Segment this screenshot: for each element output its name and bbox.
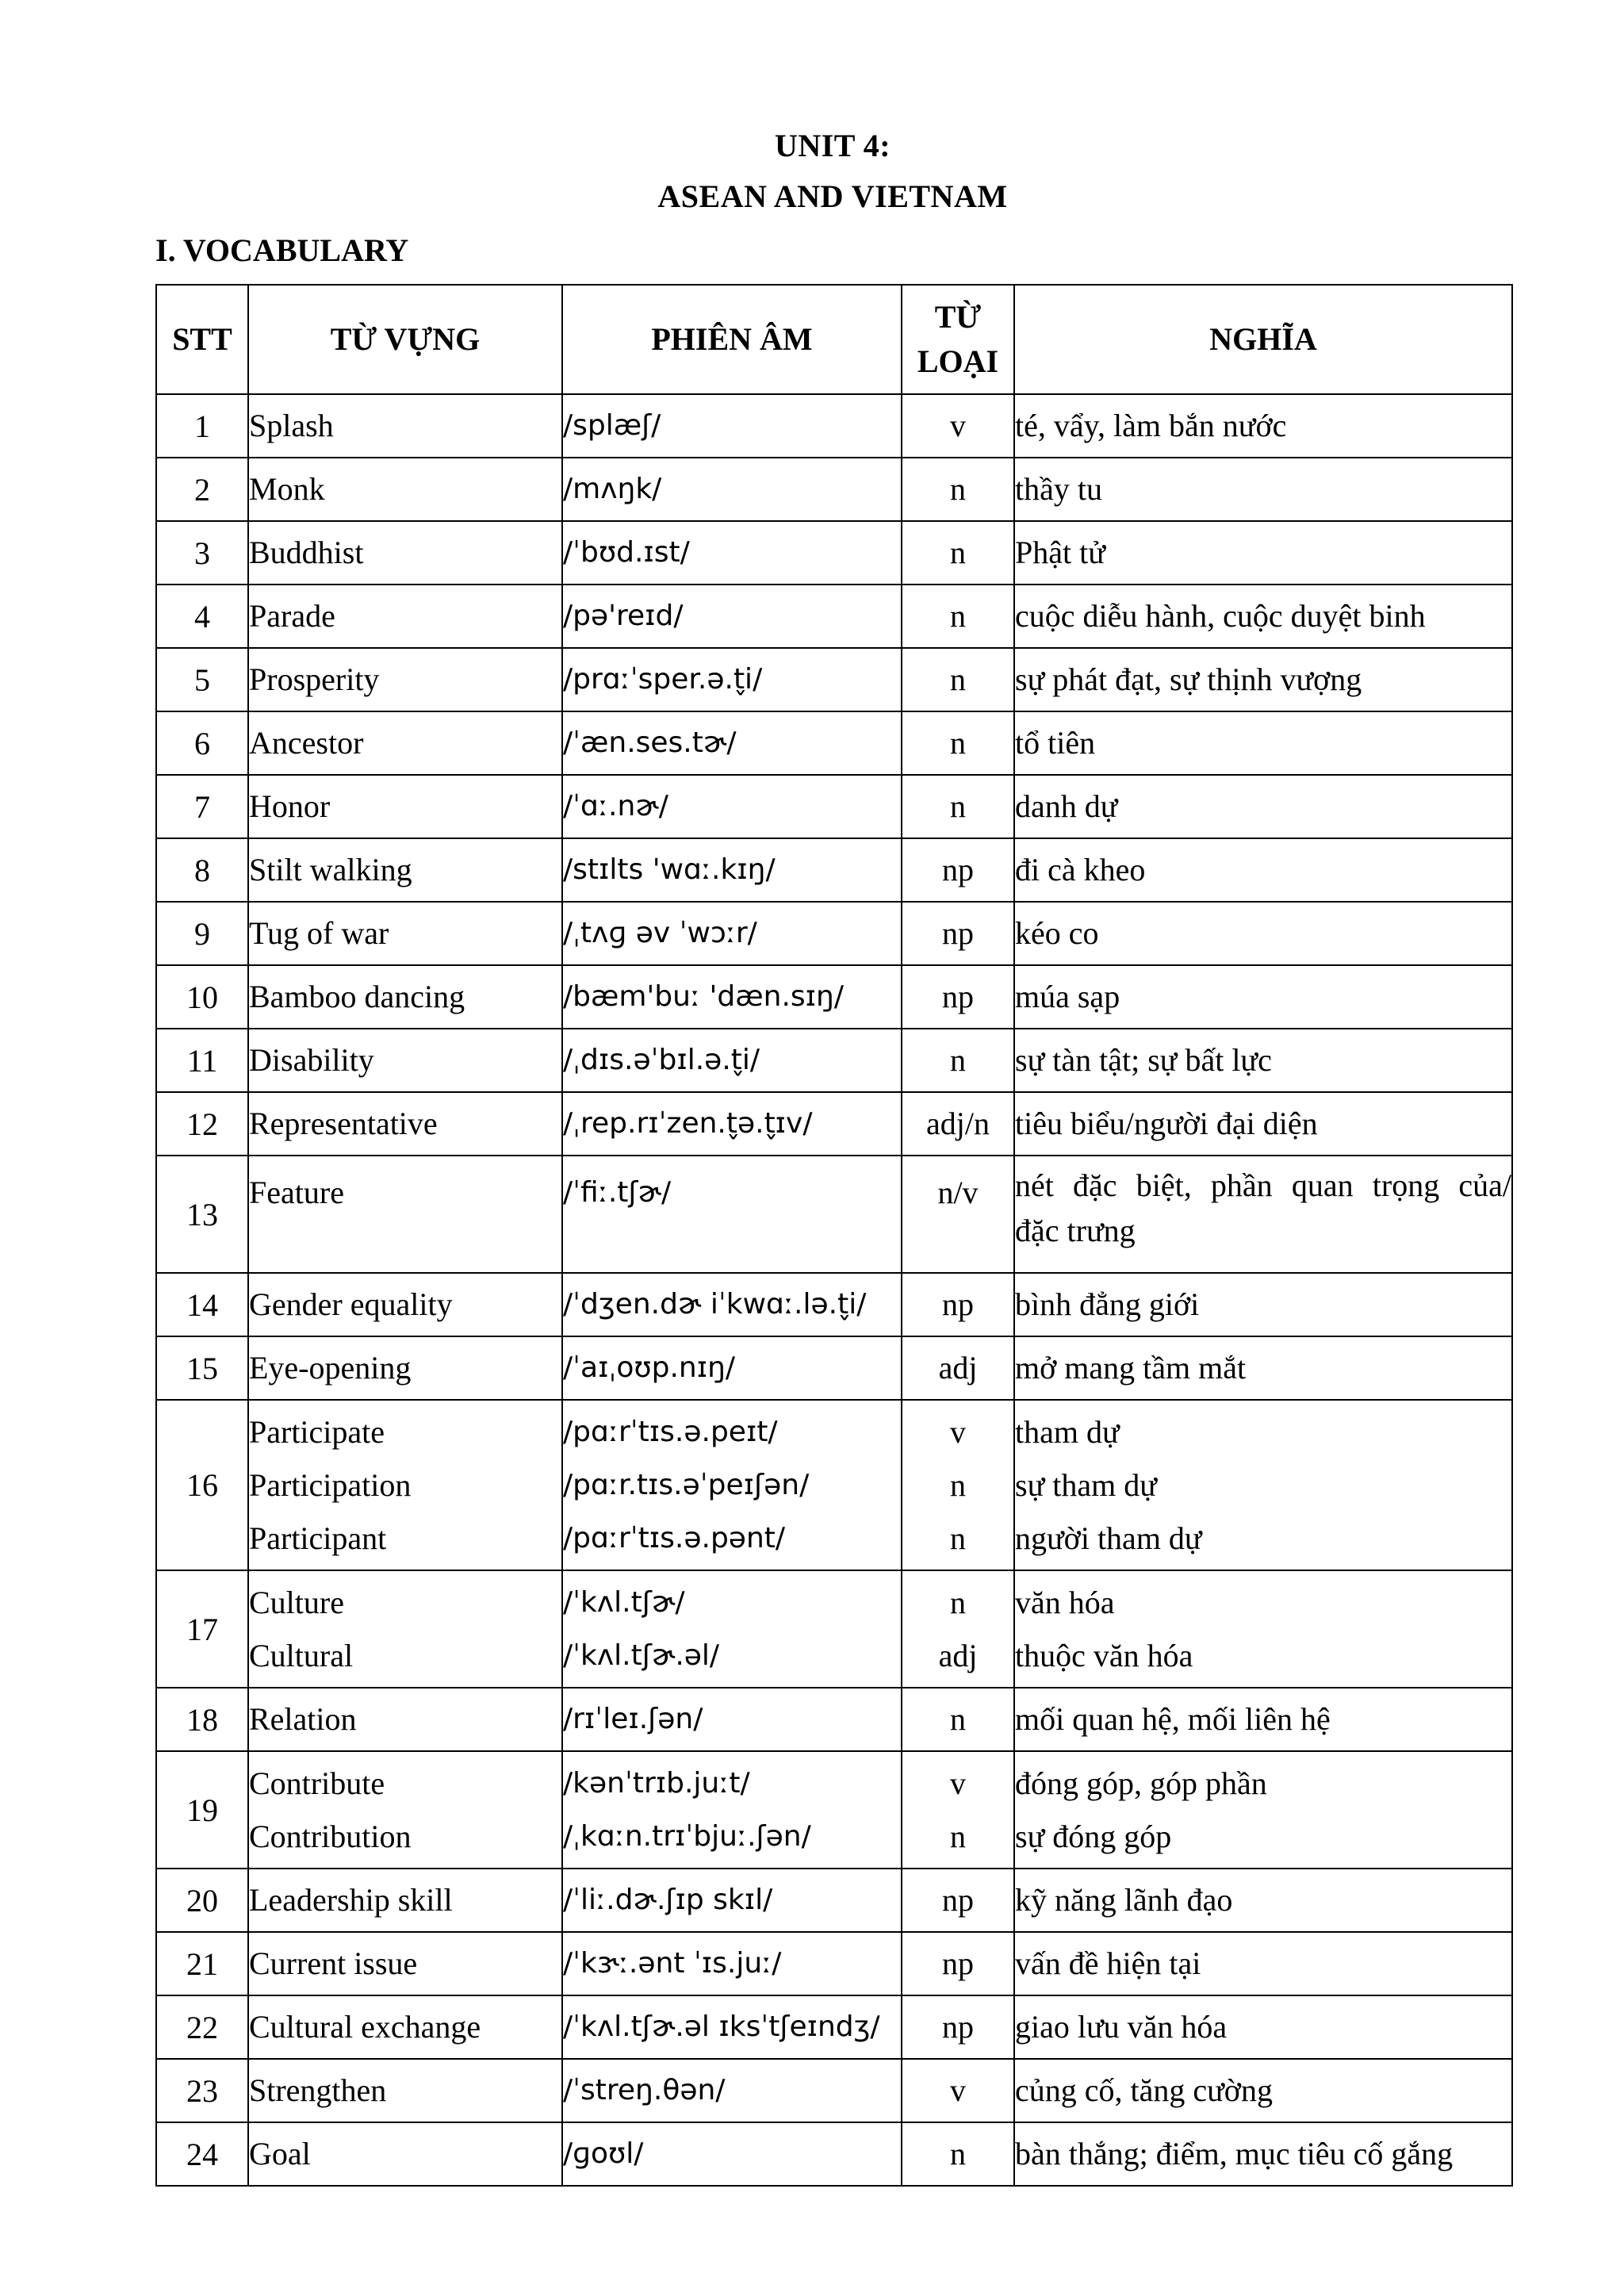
phonetic-transcription-cell [562,585,902,648]
meaning-cell [1014,585,1512,648]
phonetic-transcription: /mʌŋk/ [563,473,662,505]
part-of-speech-cell [902,458,1014,521]
meaning: đóng góp, góp phần [1015,1765,1267,1801]
header-pos-line2: LOẠI [917,343,999,379]
part-of-speech-cell [902,965,1014,1029]
phonetic-transcription: /ˈkʌl.tʃɚ/ [563,1586,685,1619]
vocab-word-cell [248,1751,562,1869]
part-of-speech: n [950,1042,966,1078]
meaning: kỹ năng lãnh đạo [1015,1882,1233,1918]
meaning: giao lưu văn hóa [1015,2009,1228,2045]
meaning-cell [1014,1156,1512,1273]
vocabulary-table-body [156,394,1512,2186]
vocab-word: Splash [249,408,334,443]
row-number: 6 [156,711,248,775]
table-row [156,585,1512,648]
phonetic-transcription: /pə'reɪd/ [563,600,684,632]
vocab-word: Tug of war [249,915,389,951]
vocab-word-cell [248,965,562,1029]
vocab-word: Parade [249,598,335,634]
phonetic-transcription: /kənˈtrɪb.juːt/ [563,1767,750,1800]
part-of-speech: np [942,852,974,887]
part-of-speech-cell [902,521,1014,585]
meaning-cell [1014,648,1512,711]
vocab-word-cell [248,1400,562,1570]
meaning: danh dự [1015,788,1118,824]
vocabulary-table [155,284,1513,2187]
meaning: mở mang tầm mắt [1015,1350,1247,1386]
part-of-speech: n [950,1701,966,1737]
part-of-speech-cell [902,1932,1014,1995]
unit-title: UNIT 4: [774,128,891,163]
table-row [156,521,1512,585]
phonetic-transcription-cell [562,965,902,1029]
meaning: tiêu biểu/người đại diện [1015,1106,1318,1141]
vocab-word: Culture [249,1585,344,1620]
table-row [156,648,1512,711]
part-of-speech-cell [902,1400,1014,1570]
row-number: 20 [156,1869,248,1932]
phonetic-transcription: /ˌrep.rɪˈzen.t̬ə.t̬ɪv/ [563,1107,813,1140]
row-number: 7 [156,775,248,838]
table-row [156,965,1512,1029]
vocab-word-cell [248,1869,562,1932]
part-of-speech: v [950,408,966,443]
vocab-word-cell [248,1273,562,1336]
phonetic-transcription: /ˈstreŋ.θən/ [563,2074,726,2106]
meaning: đặc trưng [1015,1213,1136,1248]
vocab-word-cell [248,1570,562,1688]
phonetic-transcription-cell [562,648,902,711]
row-number: 13 [156,1156,248,1273]
vocab-word-cell [248,838,562,902]
part-of-speech: np [942,979,974,1014]
part-of-speech: n [950,1467,966,1503]
part-of-speech: n [950,661,966,697]
table-header-row [156,285,1512,394]
table-row [156,458,1512,521]
row-number: 11 [156,1029,248,1092]
vocab-word: Gender equality [249,1286,453,1322]
phonetic-transcription-cell [562,775,902,838]
part-of-speech-cell [902,1029,1014,1092]
meaning-cell [1014,1400,1512,1570]
table-row [156,838,1512,902]
phonetic-transcription: /rɪˈleɪ.ʃən/ [563,1703,703,1735]
vocab-word: Buddhist [249,535,364,570]
meaning: Phật tử [1015,535,1105,570]
row-number: 10 [156,965,248,1029]
phonetic-transcription-cell [562,1932,902,1995]
vocab-word: Goal [249,2136,311,2171]
part-of-speech-cell [902,585,1014,648]
row-number: 14 [156,1273,248,1336]
meaning: vấn đề hiện tại [1015,1945,1201,1981]
vocab-word: Honor [249,788,331,824]
vocab-word: Feature [249,1175,344,1210]
vocab-word: Cultural [249,1638,354,1673]
part-of-speech: adj [938,1350,978,1386]
part-of-speech-cell [902,394,1014,458]
row-number: 3 [156,521,248,585]
part-of-speech-cell [902,1336,1014,1400]
phonetic-transcription: /ˈɑː.nɚ/ [563,790,668,822]
vocab-word: Monk [249,471,325,507]
part-of-speech: np [942,1286,974,1322]
phonetic-transcription: /ˈdʒen.dɚ iˈkwɑː.lə.t̬i/ [563,1288,867,1320]
vocab-word: Disability [249,1042,374,1078]
meaning-cell [1014,394,1512,458]
vocab-word-cell [248,775,562,838]
vocab-word-cell [248,1092,562,1156]
part-of-speech: n/v [937,1175,979,1210]
meaning: văn hóa [1015,1585,1115,1620]
row-number: 5 [156,648,248,711]
unit-subtitle: ASEAN AND VIETNAM [657,178,1008,214]
part-of-speech-cell [902,1688,1014,1751]
meaning: đi cà kheo [1015,852,1146,887]
vocab-word: Strengthen [249,2072,387,2108]
phonetic-transcription: /ˈæn.ses.tɚ/ [563,726,737,759]
row-number: 18 [156,1688,248,1751]
phonetic-transcription-cell [562,1336,902,1400]
part-of-speech: v [950,2072,966,2108]
part-of-speech: n [950,1520,966,1556]
row-number: 8 [156,838,248,902]
meaning-cell [1014,838,1512,902]
phonetic-transcription: /ˈkʌl.tʃɚ.əl/ [563,1639,720,1672]
meaning-cell [1014,775,1512,838]
table-row [156,1932,1512,1995]
phonetic-transcription-cell [562,394,902,458]
meaning: sự đóng góp [1015,1819,1172,1854]
phonetic-transcription: /splæʃ/ [563,409,661,442]
phonetic-transcription: /ˈliː.dɚ.ʃɪp skɪl/ [563,1884,773,1916]
vocab-word: Current issue [249,1945,418,1981]
phonetic-transcription: /ˈkɝː.ənt ˈɪs.juː/ [563,1947,782,1980]
table-row [156,1869,1512,1932]
meaning-cell [1014,1273,1512,1336]
part-of-speech: np [942,2009,974,2045]
phonetic-transcription: /ˈaɪˌoʊp.nɪŋ/ [563,1351,736,1384]
vocab-word: Contribute [249,1765,385,1801]
phonetic-transcription: /ˌtʌɡ əv ˈwɔːr/ [563,917,757,949]
header-meaning: NGHĨA [1014,285,1512,394]
meaning: thầy tu [1015,471,1102,507]
row-number: 22 [156,1995,248,2059]
phonetic-transcription-cell [562,1029,902,1092]
phonetic-transcription: /ˈbʊd.ɪst/ [563,536,690,569]
phonetic-transcription-cell [562,521,902,585]
vocab-word-cell [248,394,562,458]
part-of-speech-cell [902,838,1014,902]
part-of-speech: adj [938,1638,978,1673]
vocab-word: Eye-opening [249,1350,412,1386]
part-of-speech: n [950,788,966,824]
part-of-speech-cell [902,1273,1014,1336]
vocab-word-cell [248,1156,562,1273]
header-word: TỪ VỰNG [248,285,562,394]
vocab-word-cell [248,1688,562,1751]
meaning-cell [1014,1869,1512,1932]
table-row [156,2122,1512,2186]
table-row [156,1273,1512,1336]
phonetic-transcription-cell [562,1995,902,2059]
vocab-word-cell [248,458,562,521]
phonetic-transcription-cell [562,711,902,775]
meaning-cell [1014,711,1512,775]
phonetic-transcription: /ˌdɪs.əˈbɪl.ə.t̬i/ [563,1044,760,1076]
phonetic-transcription: /ˈfiː.tʃɚ/ [563,1176,672,1209]
phonetic-transcription-cell [562,902,902,965]
part-of-speech: n [950,725,966,761]
row-number: 19 [156,1751,248,1869]
part-of-speech-cell [902,1156,1014,1273]
part-of-speech-cell [902,1570,1014,1688]
meaning-cell [1014,1751,1512,1869]
meaning-cell [1014,1336,1512,1400]
meaning: bình đẳng giới [1015,1286,1200,1322]
part-of-speech-cell [902,1092,1014,1156]
vocab-word: Ancestor [249,725,364,761]
phonetic-transcription-cell [562,1751,902,1869]
phonetic-transcription: /pɑːr.tɪs.əˈpeɪʃən/ [563,1469,810,1501]
vocab-word-cell [248,1995,562,2059]
row-number: 21 [156,1932,248,1995]
table-row [156,775,1512,838]
table-row [156,1029,1512,1092]
phonetic-transcription-cell [562,458,902,521]
meaning: mối quan hệ, mối liên hệ [1015,1701,1331,1737]
phonetic-transcription: /ˌkɑːn.trɪˈbjuː.ʃən/ [563,1820,811,1853]
part-of-speech-cell [902,1751,1014,1869]
meaning: múa sạp [1015,979,1120,1014]
vocab-word-cell [248,521,562,585]
meaning: củng cố, tăng cường [1015,2072,1273,2108]
row-number: 23 [156,2059,248,2122]
row-number: 17 [156,1570,248,1688]
meaning-cell [1014,521,1512,585]
row-number: 9 [156,902,248,965]
row-number: 15 [156,1336,248,1400]
meaning-cell [1014,2059,1512,2122]
table-row [156,1751,1512,1869]
meaning-cell [1014,1092,1512,1156]
part-of-speech: n [950,1819,966,1854]
meaning-cell [1014,965,1512,1029]
part-of-speech-cell [902,711,1014,775]
meaning: sự tham dự [1015,1467,1157,1503]
table-row [156,1400,1512,1570]
phonetic-transcription: /ˈkʌl.tʃɚ.əl ɪksˈtʃeɪndʒ/ [563,2010,880,2043]
table-row [156,394,1512,458]
meaning-cell [1014,902,1512,965]
row-number: 12 [156,1092,248,1156]
meaning-cell [1014,1932,1512,1995]
phonetic-transcription: /prɑːˈsper.ə.t̬i/ [563,663,763,696]
part-of-speech-cell [902,1995,1014,2059]
table-row [156,1688,1512,1751]
meaning: kéo co [1015,915,1099,951]
part-of-speech-cell [902,2059,1014,2122]
meaning: tổ tiên [1015,725,1096,761]
table-row [156,711,1512,775]
table-row [156,1156,1512,1273]
vocab-word-cell [248,1932,562,1995]
row-number: 4 [156,585,248,648]
vocab-word: Leadership skill [249,1882,453,1918]
vocab-word-cell [248,1029,562,1092]
part-of-speech-cell [902,648,1014,711]
phonetic-transcription: /stɪlts 'wɑː.kɪŋ/ [563,853,776,886]
phonetic-transcription-cell [562,1400,902,1570]
row-number: 16 [156,1400,248,1570]
header-pos [902,285,1014,394]
vocab-word-cell [248,2122,562,2186]
part-of-speech: n [950,471,966,507]
header-ipa: PHIÊN ÂM [562,285,902,394]
vocab-word: Relation [249,1701,357,1737]
part-of-speech: np [942,1882,974,1918]
part-of-speech: np [942,1945,974,1981]
part-of-speech-cell [902,775,1014,838]
table-row [156,2059,1512,2122]
part-of-speech: n [950,535,966,570]
meaning: cuộc diễu hành, cuộc duyệt binh [1015,598,1426,634]
vocab-word: Participant [249,1520,387,1556]
part-of-speech: adj/n [926,1106,990,1141]
table-row [156,1995,1512,2059]
meaning: sự phát đạt, sự thịnh vượng [1015,661,1362,697]
header-pos-line1: TỪ [934,299,982,335]
meaning-cell [1014,1995,1512,2059]
phonetic-transcription-cell [562,1688,902,1751]
row-number: 1 [156,394,248,458]
vocab-word: Prosperity [249,661,380,697]
vocab-word: Cultural exchange [249,2009,481,2045]
meaning: té, vẩy, làm bắn nước [1015,408,1287,443]
meaning-cell [1014,2122,1512,2186]
meaning: bàn thắng; điểm, mục tiêu cố gắng [1015,2136,1454,2171]
part-of-speech: n [950,2136,966,2171]
phonetic-transcription-cell [562,2059,902,2122]
part-of-speech-cell [902,2122,1014,2186]
phonetic-transcription-cell [562,1156,902,1273]
part-of-speech: v [950,1765,966,1801]
part-of-speech: np [942,915,974,951]
vocab-word-cell [248,1336,562,1400]
table-row [156,902,1512,965]
part-of-speech-cell [902,1869,1014,1932]
phonetic-transcription-cell [562,1273,902,1336]
header-stt: STT [156,285,248,394]
vocab-word: Representative [249,1106,438,1141]
meaning-cell [1014,458,1512,521]
phonetic-transcription: /pɑːrˈtɪs.ə.peɪt/ [563,1416,778,1448]
meaning: tham dự [1015,1414,1120,1450]
table-row [156,1336,1512,1400]
vocab-word-cell [248,902,562,965]
meaning: thuộc văn hóa [1015,1638,1193,1673]
meaning-cell [1014,1688,1512,1751]
meaning: nét đặc biệt, phần quan trọng của/ [1015,1167,1511,1203]
phonetic-transcription-cell [562,2122,902,2186]
vocab-word: Participate [249,1414,385,1450]
vocab-word: Stilt walking [249,852,412,887]
row-number: 2 [156,458,248,521]
vocab-word: Bamboo dancing [249,979,465,1014]
vocab-word-cell [248,585,562,648]
phonetic-transcription-cell [562,838,902,902]
phonetic-transcription-cell [562,1869,902,1932]
meaning-cell [1014,1029,1512,1092]
part-of-speech: n [950,1585,966,1620]
meaning: sự tàn tật; sự bất lực [1015,1042,1272,1078]
phonetic-transcription: /pɑːrˈtɪs.ə.pənt/ [563,1522,786,1554]
phonetic-transcription: /ɡoʊl/ [563,2137,644,2170]
vocab-word-cell [248,2059,562,2122]
part-of-speech: n [950,598,966,634]
part-of-speech: v [950,1414,966,1450]
row-number: 24 [156,2122,248,2186]
phonetic-transcription-cell [562,1092,902,1156]
table-row [156,1092,1512,1156]
vocab-word: Participation [249,1467,412,1503]
vocab-word: Contribution [249,1819,412,1854]
table-row [156,1570,1512,1688]
vocab-word-cell [248,648,562,711]
phonetic-transcription-cell [562,1570,902,1688]
phonetic-transcription: /bæm'buː 'dæn.sɪŋ/ [563,980,844,1013]
meaning-cell [1014,1570,1512,1688]
vocab-word-cell [248,711,562,775]
meaning: người tham dự [1015,1520,1202,1556]
part-of-speech-cell [902,902,1014,965]
section-heading: I. VOCABULARY [155,232,409,268]
